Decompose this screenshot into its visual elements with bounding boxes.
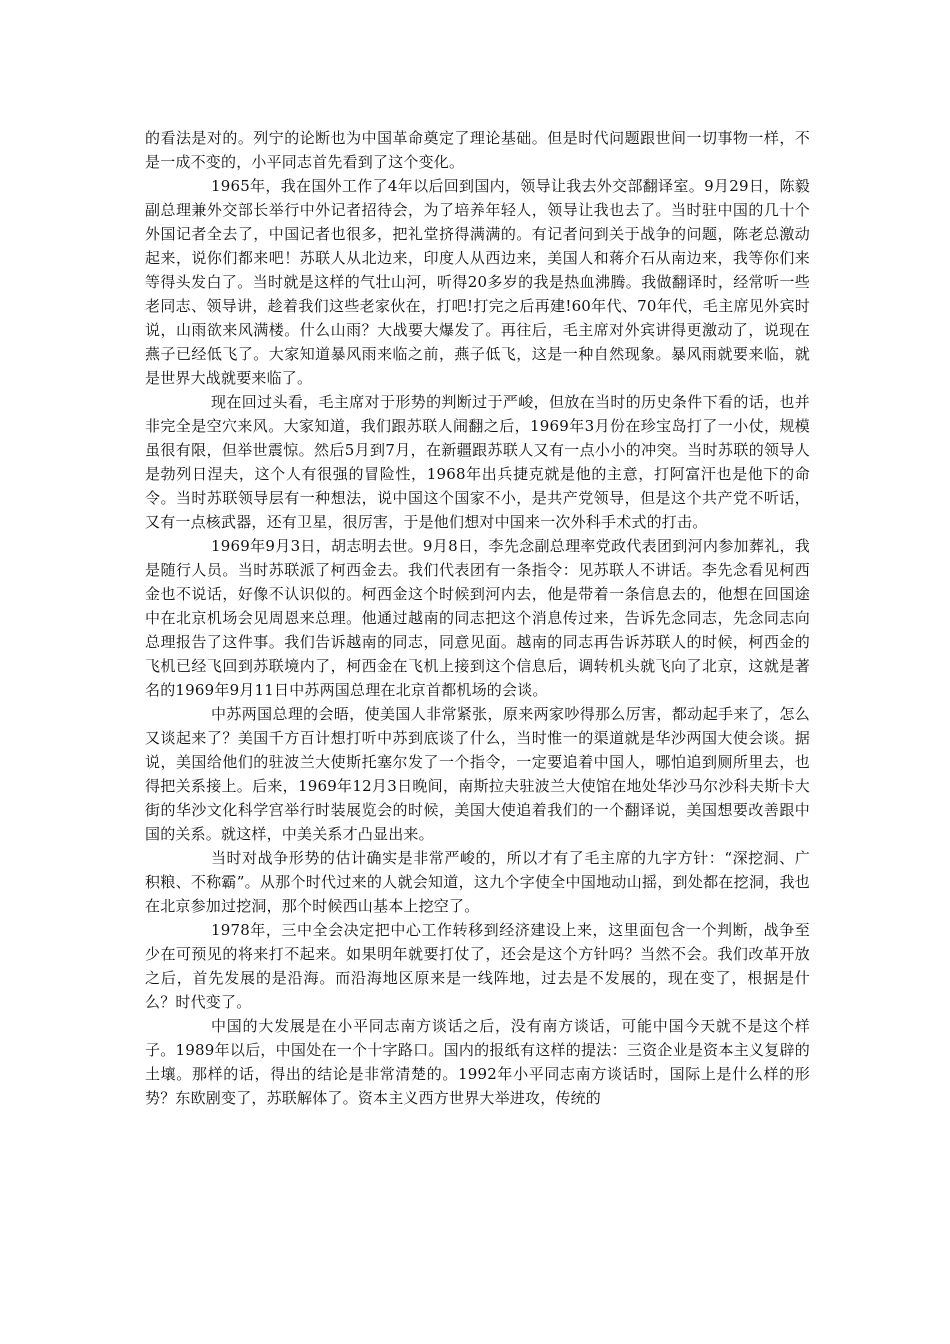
paragraph: 的看法是对的。列宁的论断也为中国革命奠定了理论基础。但是时代问题跟世间一切事物一样，不是一成不变的，小平同志首先看到了这个变化。 [145,129,810,171]
paragraph: 当时对战争形势的估计确实是非常严峻的，所以才有了毛主席的九字方针：“深挖洞、广积粮、不称霸”。从那个时代过来的人就会知道，这九个字使全中国地动山摇，到处都在挖洞，我也在北京参加过挖洞，那个时候西山基本上挖空了。 [145,849,810,915]
paragraph: 中国的大发展是在小平同志南方谈话之后，没有南方谈话，可能中国今天就不是这个样子。1989年以后，中国处在一个十字路口。国内的报纸有这样的提法：三资企业是资本主义复辟的土壤。那样的话，得出的结论是非常清楚的。1992年小平同志南方谈话时，国际上是什么样的形势？东欧剧变了，苏联解体了。资本主义西方世界大举进攻，传统的 [145,1017,810,1107]
paragraph: 现在回过头看，毛主席对于形势的判断过于严峻，但放在当时的历史条件下看的话，也并非完全是空穴来风。大家知道，我们跟苏联人闹翻之后，1969年3月份在珍宝岛打了一小仗，规模虽很有限，但举世震惊。然后5月到7月，在新疆跟苏联人又有一点小小的冲突。当时苏联的领导人是勃列日涅夫，这个人有很强的冒险性，1968年出兵捷克就是他的主意，打阿富汗也是他下的命令。当时苏联领导层有一种想法，说中国这个国家不小，是共产党领导，但是这个共产党不听话，又有一点核武器，还有卫星，很厉害，于是他们想对中国来一次外科手术式的打击。 [145,393,810,531]
document-body [145,126,810,1110]
paragraph: 1965年，我在国外工作了4年以后回到国内，领导让我去外交部翻译室。9月29日，陈毅副总理兼外交部长举行中外记者招待会，为了培养年轻人，领导让我也去了。当时驻中国的几十个外国记者全去了，中国记者也很多，把礼堂挤得满满的。有记者问到关于战争的问题，陈老总激动起来，说你们都来吧！苏联人从北边来，印度人从西边来，美国人和蒋介石从南边来，我等你们来等得头发白了。当时就是这样的气壮山河，听得20多岁的我是热血沸腾。我做翻译时，经常听一些老同志、领导讲，趁着我们这些老家伙在，打吧!打完之后再建!60年代、70年代，毛主席见外宾时说，山雨欲来风满楼。什么山雨？大战要大爆发了。再往后，毛主席对外宾讲得更激动了，说现在燕子已经低飞了。大家知道暴风雨来临之前，燕子低飞，这是一种自然现象。暴风雨就要来临，就是世界大战就要来临了。 [145,177,810,387]
paragraph: 1969年9月3日，胡志明去世。9月8日，李先念副总理率党政代表团到河内参加葬礼，我是随行人员。当时苏联派了柯西金去。我们代表团有一条指令：见苏联人不讲话。李先念看见柯西金也不说话，好像不认识似的。柯西金这个时候到河内去，他是带着一条信息去的，他想在回国途中在北京机场会见周恩来总理。他通过越南的同志把这个消息传过来，告诉先念同志，先念同志向总理报告了这件事。我们告诉越南的同志，同意见面。越南的同志再告诉苏联人的时候，柯西金的飞机已经飞回到苏联境内了，柯西金在飞机上接到这个信息后，调转机头就飞向了北京，这就是著名的1969年9月11日中苏两国总理在北京首都机场的会谈。 [145,537,810,699]
paragraph: 中苏两国总理的会晤，使美国人非常紧张，原来两家吵得那么厉害，都动起手来了，怎么又谈起来了？美国千方百计想打听中苏到底谈了什么，当时惟一的渠道就是华沙两国大使会谈。据说，美国给他们的驻波兰大使斯托塞尔发了一个指令，一定要追着中国人，哪怕追到厕所里去，也得把关系接上。后来，1969年12月3日晚间，南斯拉夫驻波兰大使馆在地处华沙马尔沙科夫斯卡大街的华沙文化科学宫举行时装展览会的时候，美国大使追着我们的一个翻译说，美国想要改善跟中国的关系。就这样，中美关系才凸显出来。 [145,705,810,843]
paragraph: 1978年，三中全会决定把中心工作转移到经济建设上来，这里面包含一个判断，战争至少在可预见的将来打不起来。如果明年就要打仗了，还会是这个方针吗？当然不会。我们改革开放之后，首先发展的是沿海。而沿海地区原来是一线阵地，过去是不发展的，现在变了，根据是什么？时代变了。 [145,921,810,1011]
